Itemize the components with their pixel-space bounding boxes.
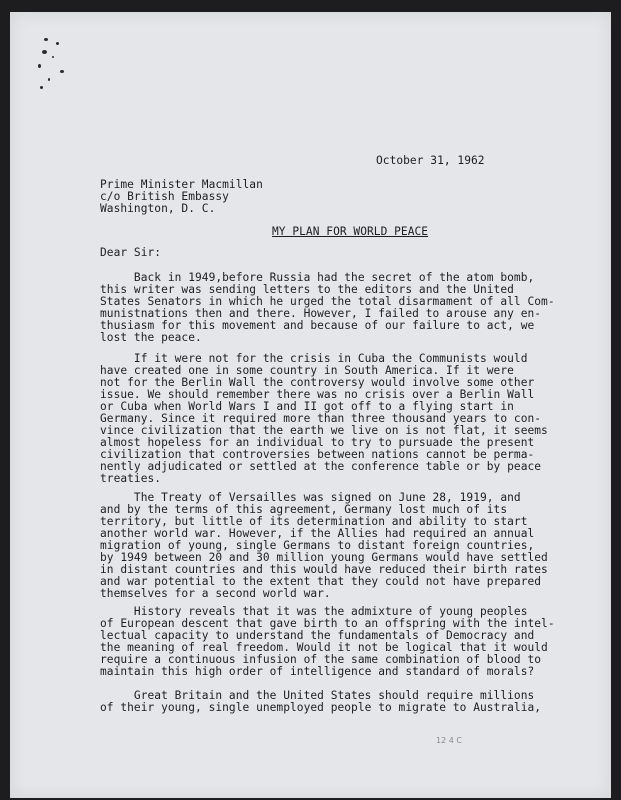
- paragraph-line: and war potential to the extent that they could not have prepared: [100, 575, 542, 588]
- paragraph-line: nently adjudicated or settled at the conference table or by peace: [100, 460, 542, 473]
- paragraph-line: not for the Berlin Wall the controversy would involve some other: [100, 376, 535, 389]
- paragraph-line: If it were not for the crisis in Cuba the Communists would: [100, 352, 528, 365]
- paragraph-line: the meaning of real freedom. Would it not be logical that it would: [100, 641, 548, 654]
- paragraph-line: and by the terms of this agreement, Germany lost much of its: [100, 503, 508, 516]
- paragraph-line: territory, but little of its determination and ability to start: [100, 515, 528, 528]
- paragraph-line: treaties.: [100, 472, 162, 485]
- paragraph-line: of European descent that gave birth to an offspring with the intel-: [100, 617, 555, 630]
- paragraph-line: History reveals that it was the admixture of young peoples: [100, 605, 528, 618]
- paragraph-line: Great Britain and the United States should require millions: [100, 689, 535, 702]
- letter-subject: MY PLAN FOR WORLD PEACE: [272, 225, 429, 238]
- paragraph-line: Germany. Since it required more than three thousand years to con-: [100, 412, 542, 425]
- paragraph-line: issue. We should remember there was no crisis over a Berlin Wall: [100, 388, 535, 401]
- pencil-annotation: 12 4 C: [436, 736, 462, 745]
- paragraph-line: almost hopeless for an individual to try to pursuade the present: [100, 436, 535, 449]
- paragraph-line: munistnations then and there. However, I failed to arouse any en-: [100, 307, 542, 320]
- paragraph-line: Back in 1949,before Russia had the secret of the atom bomb,: [100, 271, 535, 284]
- paragraph-line: in distant countries and this would have reduced their birth rates: [100, 563, 548, 576]
- paragraph-line: or Cuba when World Wars I and II got off to a flying start in: [100, 400, 514, 413]
- paragraph-line: maintain this high order of intelligence and standard of morals?: [100, 665, 535, 678]
- paragraph-line: thusiasm for this movement and because of our failure to act, we: [100, 319, 535, 332]
- paragraph-line: lost the peace.: [100, 331, 202, 344]
- paragraph-line: this writer was sending letters to the editors and the United: [100, 283, 514, 296]
- paragraph-line: require a continuous infusion of the same combination of blood to: [100, 653, 542, 666]
- paragraph-line: have created one in some country in South America. If it were: [100, 364, 514, 377]
- recipient-line: Washington, D. C.: [100, 202, 216, 215]
- paragraph-line: of their young, single unemployed people to migrate to Australia,: [100, 701, 542, 714]
- recipient-line: c/o British Embassy: [100, 190, 229, 203]
- paragraph-line: by 1949 between 20 and 30 million young Germans would have settled: [100, 551, 548, 564]
- paragraph-line: vince civilization that the earth we live on is not flat, it seems: [100, 424, 548, 437]
- paragraph-line: another world war. However, if the Allies had required an annual: [100, 527, 535, 540]
- paragraph-line: themselves for a second world war.: [100, 587, 331, 600]
- salutation: Dear Sir:: [100, 246, 162, 259]
- paragraph-line: States Senators in which he urged the total disarmament of all Com-: [100, 295, 555, 308]
- letter-date: October 31, 1962: [376, 154, 485, 167]
- paragraph-line: civilization that controversies between nations cannot be perma-: [100, 448, 535, 461]
- recipient-line: Prime Minister Macmillan: [100, 178, 263, 191]
- paragraph-line: The Treaty of Versailles was signed on June 28, 1919, and: [100, 491, 521, 504]
- paragraph-line: migration of young, single Germans to distant foreign countries,: [100, 539, 535, 552]
- paragraph-line: lectual capacity to understand the fundamentals of Democracy and: [100, 629, 535, 642]
